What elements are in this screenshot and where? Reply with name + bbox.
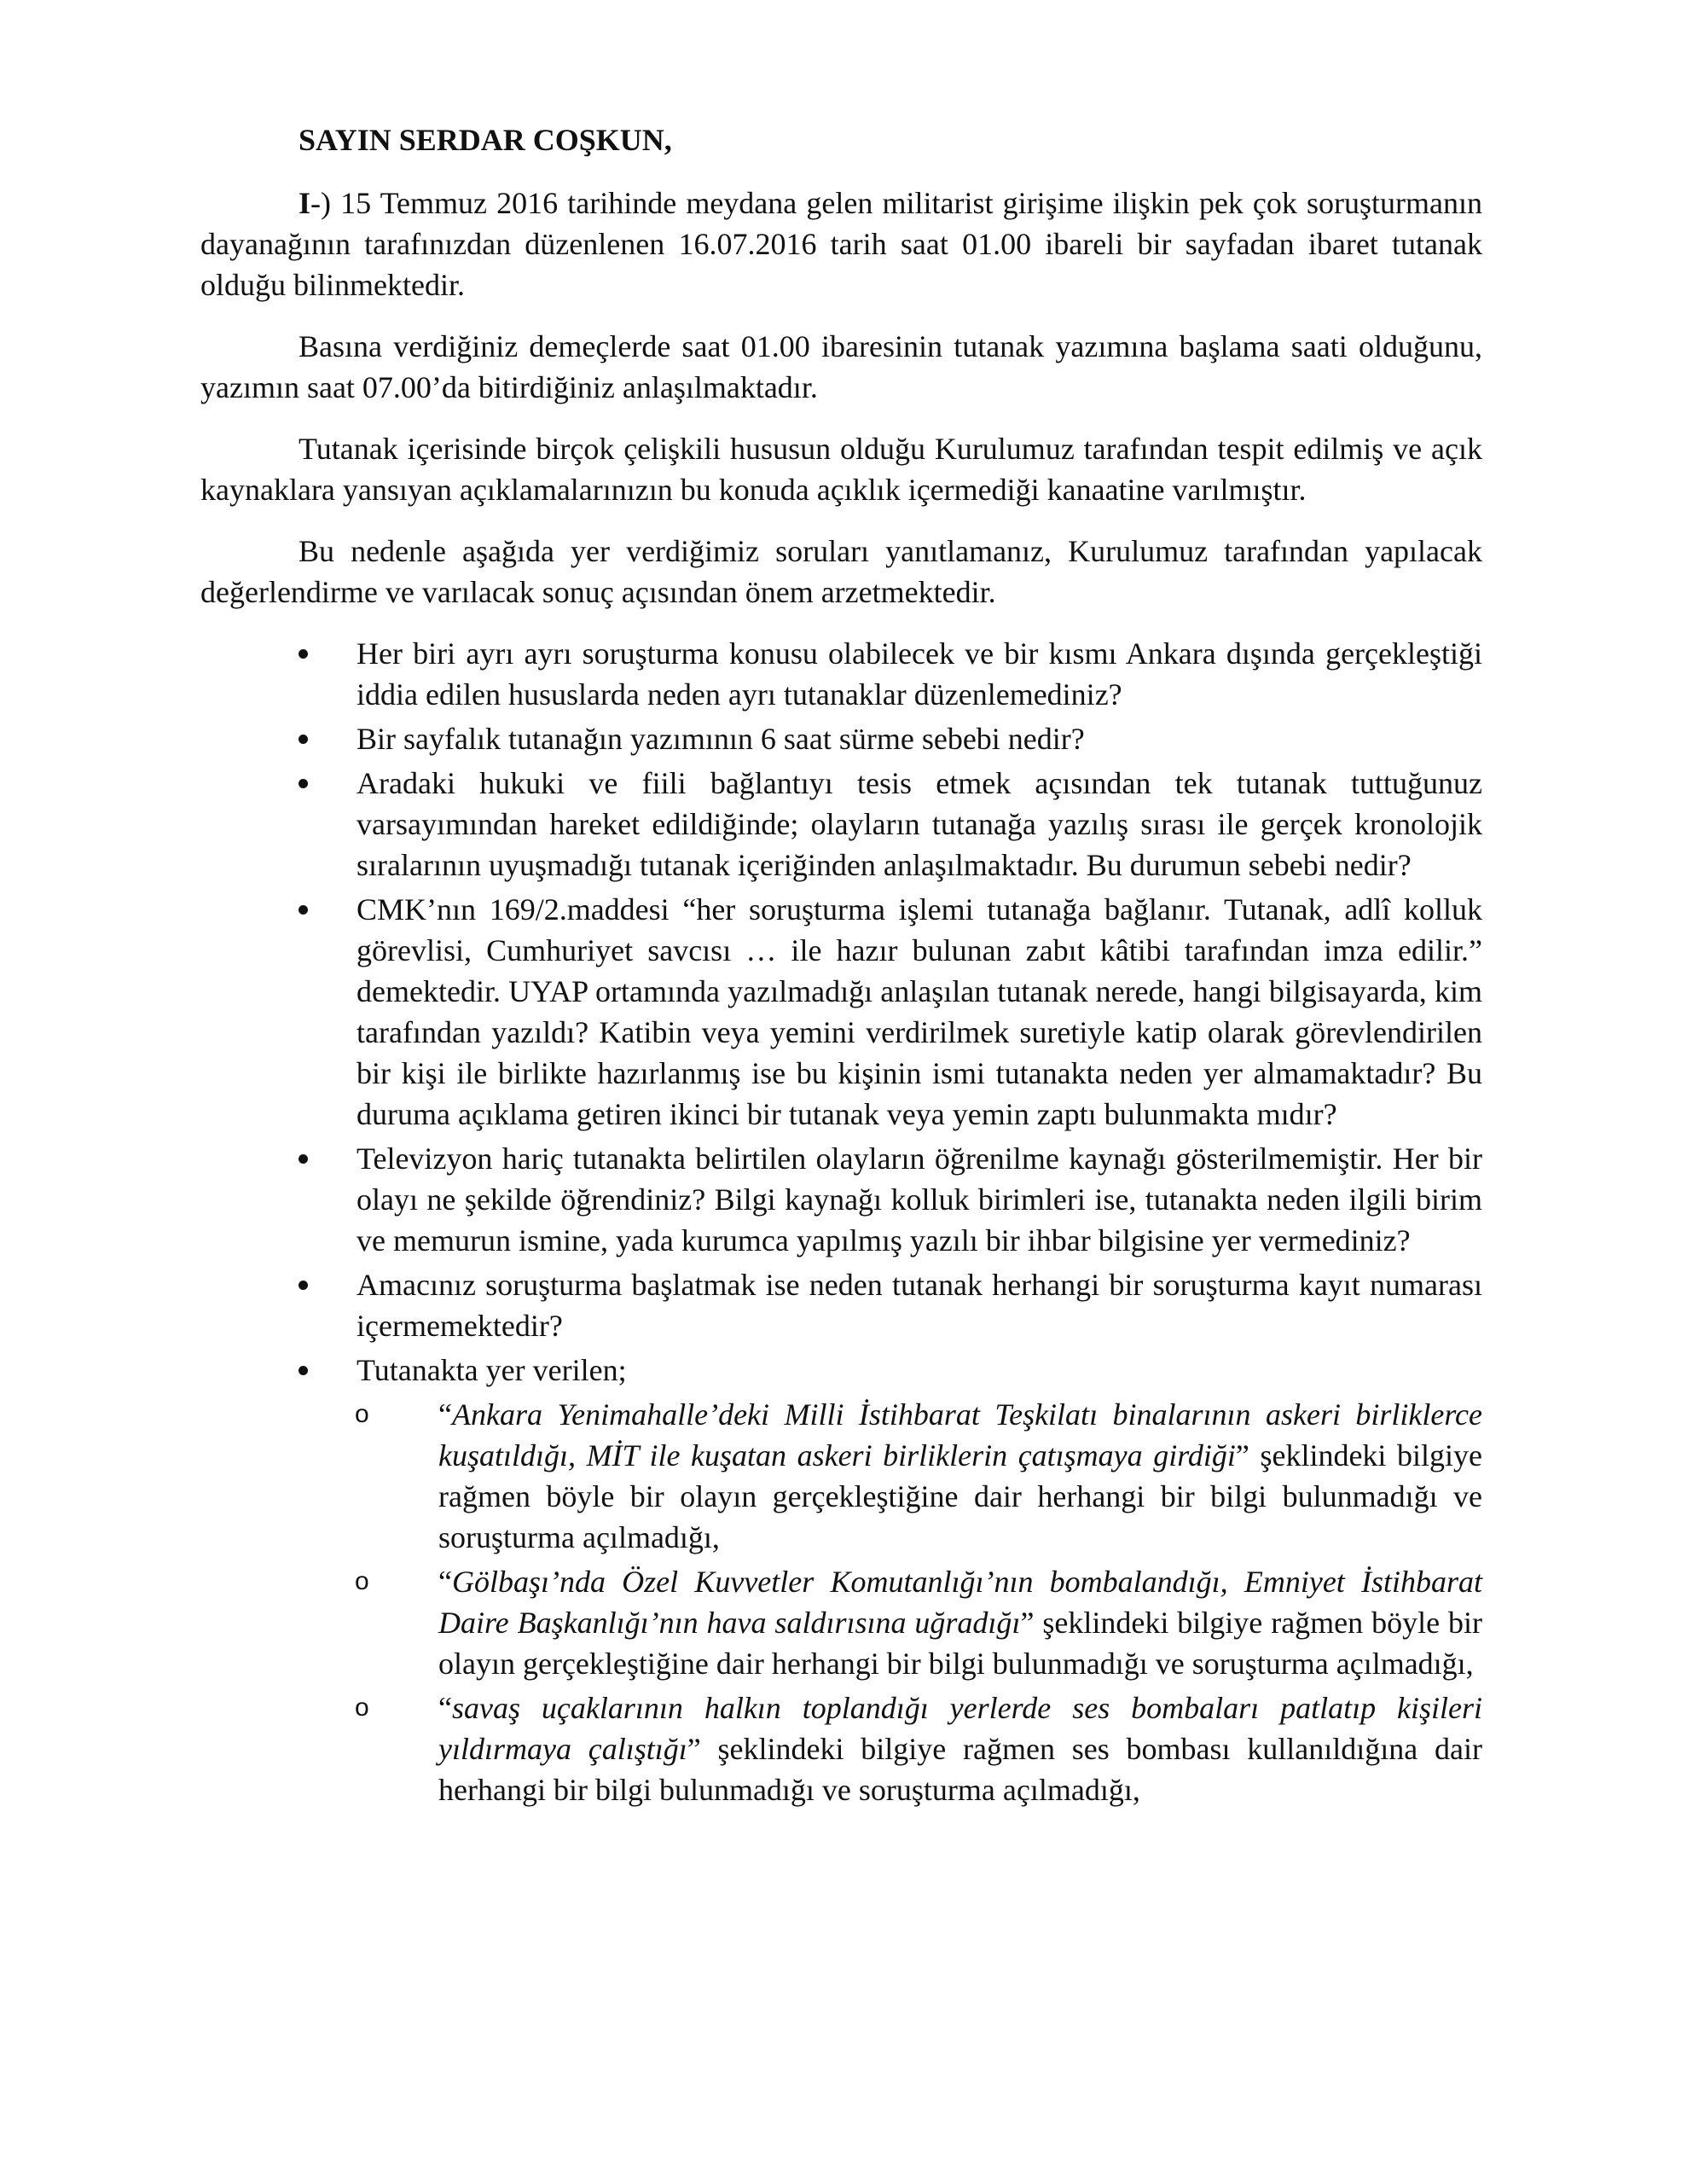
- quoted-claim: Ankara Yenimahalle’deki Milli İstihbarat Teşkilatı binalarının askeri birliklerce kuşatıldığı, MİT ile kuşatan askeri birliklerin çatışmaya girdiği: [438, 1397, 1482, 1472]
- quote-close: ”: [687, 1732, 701, 1766]
- bullet-icon: [299, 1366, 308, 1375]
- question-text: Televizyon hariç tutanakta belirtilen olayların öğrenilme kaynağı gösterilmemiştir. Her bir olayı ne şekilde öğrendiniz? Bilgi kaynağı kolluk birimleri ise, tutanakta neden ilgili birim ve memurun ismine, yada kurumca yapılmış yazılı bir ihbar bilgisine yer vermediniz?: [357, 1141, 1482, 1258]
- intro-text: -) 15 Temmuz 2016 tarihinde meydana gelen militarist girişime ilişkin pek çok soruşturmanın dayanağının tarafınızdan düzenlenen 16.07.2016 tarih saat 01.00 ibareli bir sayfadan ibaret tutanak olduğu bilinmektedir.: [200, 186, 1482, 302]
- quote-open: “: [438, 1691, 452, 1725]
- paragraph-questions-intro: Bu nedenle aşağıda yer verdiğimiz soruları yanıtlamanız, Kurulumuz tarafından yapılacak değerlendirme ve varılacak sonuç açısından önem arzetmektedir.: [200, 534, 1482, 609]
- question-text: Amacınız soruşturma başlatmak ise neden tutanak herhangi bir soruşturma kayıt numarası içermemektedir?: [357, 1268, 1482, 1343]
- quoted-claim: Gölbaşı’nda Özel Kuvvetler Komutanlığı’nın bombalandığı, Emniyet İstihbarat Daire Başkanlığı’nın hava saldırısına uğradığı: [438, 1565, 1482, 1640]
- sub-item-list: [355, 1394, 1482, 1810]
- quoted-claim: savaş uçaklarının halkın toplandığı yerlerde ses bombaları patlatıp kişileri yıldırmaya çalıştığı: [438, 1691, 1482, 1766]
- bullet-icon: [299, 1154, 308, 1164]
- question-item: [200, 633, 1482, 715]
- question-list: [200, 633, 1482, 1810]
- question-item: [200, 718, 1482, 759]
- paragraph-press: Basına verdiğiniz demeçlerde saat 01.00 ibaresinin tutanak yazımına başlama saati olduğunu, yazımın saat 07.00’da bitirdiğiniz anlaşılmaktadır.: [200, 329, 1482, 404]
- question-item: [200, 1138, 1482, 1261]
- question-text: Her biri ayrı ayrı soruşturma konusu olabilecek ve bir kısmı Ankara dışında gerçekleştiği iddia edilen hususlarda neden ayrı tutanaklar düzenlemediniz?: [357, 636, 1482, 712]
- circle-bullet-icon: o: [355, 1693, 369, 1722]
- sub-item-text: şeklindeki bilgiye rağmen böyle bir olayın gerçekleştiğine dair herhangi bir bilgi bulunmadığı ve soruşturma açılmadığı,: [438, 1438, 1482, 1554]
- question-item: [200, 763, 1482, 886]
- sub-item: [355, 1687, 1482, 1810]
- salutation: SAYIN SERDAR COŞKUN,: [299, 123, 672, 157]
- sub-item-text: şeklindeki bilgiye rağmen böyle bir olayın gerçekleştiğine dair herhangi bir bilgi bulunmadığı ve soruşturma açılmadığı,: [438, 1606, 1483, 1681]
- question-text: Aradaki hukuki ve fiili bağlantıyı tesis etmek açısından tek tutanak tuttuğunuz varsayımından hareket edildiğinde; olayların tutanağa yazılış sırası ile gerçek kronolojik sıralarının uyuşmadığı tutanak içeriğinden anlaşılmaktadır. Bu durumun sebebi nedir?: [357, 766, 1482, 882]
- sub-item: [355, 1561, 1482, 1684]
- question-item: [200, 889, 1482, 1135]
- sub-item-text: şeklindeki bilgiye rağmen ses bombası kullanıldığına dair herhangi bir bilgi bulunmadığı ve soruşturma açılmadığı,: [438, 1732, 1482, 1807]
- question-item: [200, 1264, 1482, 1346]
- question-text: Bir sayfalık tutanağın yazımının 6 saat sürme sebebi nedir?: [357, 722, 1085, 756]
- bullet-icon: [299, 905, 308, 915]
- circle-bullet-icon: o: [355, 1400, 369, 1428]
- circle-bullet-icon: o: [355, 1567, 369, 1595]
- bullet-icon: [299, 735, 308, 744]
- bullet-icon: [299, 779, 308, 788]
- paragraph-contradictions: Tutanak içerisinde birçok çelişkili hususun olduğu Kurulumuz tarafından tespit edilmiş ve açık kaynaklara yansıyan açıklamalarınızın bu konuda açıklık içermediği kanaatine varılmıştır.: [200, 432, 1482, 507]
- bullet-icon: [299, 649, 308, 659]
- bullet-icon: [299, 1281, 308, 1290]
- quote-close: ”: [1235, 1438, 1249, 1472]
- question-item: [200, 1350, 1482, 1810]
- question-text: CMK’nın 169/2.maddesi “her soruşturma işlemi tutanağa bağlanır. Tutanak, adlî kolluk görevlisi, Cumhuriyet savcısı … ile hazır bulunan zabıt kâtibi tarafından imza edilir.” demektedir. UYAP ortamında yazılmadığı anlaşılan tutanak nerede, hangi bilgisayarda, kim tarafından yazıldı? Katibin veya yemini verdirilmek suretiyle katip olarak görevlendirilen bir kişi ile birlikte hazırlanmış ise bu kişinin ismi tutanakta neden yer almamaktadır? Bu duruma açıklama getiren ikinci bir tutanak veya yemin zaptı bulunmakta mıdır?: [357, 892, 1482, 1131]
- quote-open: “: [438, 1565, 452, 1599]
- quote-open: “: [438, 1397, 452, 1432]
- question-text: Tutanakta yer verilen;: [357, 1353, 627, 1387]
- quote-close: ”: [1020, 1606, 1035, 1640]
- sub-item: [355, 1394, 1482, 1558]
- intro-numeral: I: [299, 186, 311, 220]
- intro-paragraph: [200, 183, 1482, 305]
